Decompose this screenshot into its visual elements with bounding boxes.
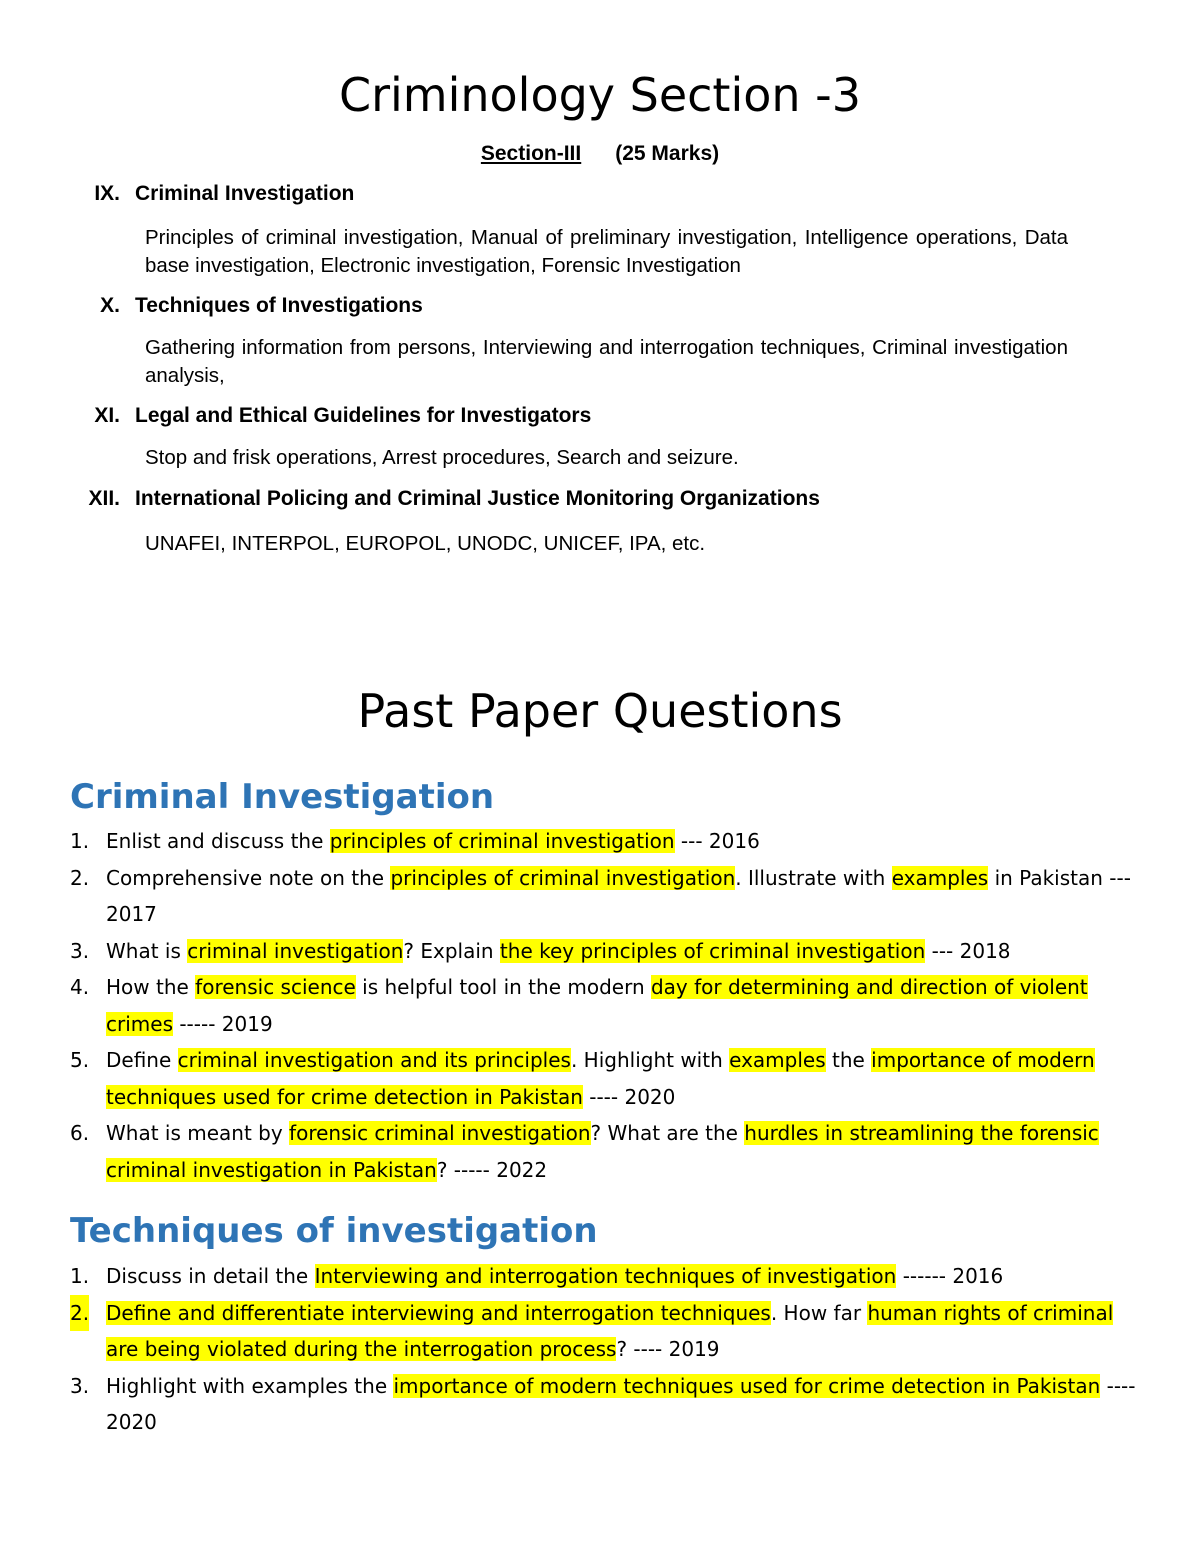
section-marks: (25 Marks) — [615, 142, 720, 165]
question-text: the — [825, 1048, 872, 1072]
question-text: ? What are the — [590, 1121, 745, 1145]
question-number: 1. — [70, 829, 90, 853]
criminal-investigation-heading: Criminal Investigation — [70, 777, 495, 817]
highlighted-text: forensic criminal investigation — [289, 1121, 591, 1145]
syllabus-description: Stop and frisk operations, Arrest procedures, Search and seizure. — [145, 446, 739, 469]
question-text: Define — [106, 1048, 178, 1072]
highlighted-text: examples — [891, 865, 989, 890]
syllabus-number: XI. — [94, 404, 120, 427]
question-number: 6. — [70, 1121, 90, 1145]
question-text: ---- 2020 — [582, 1084, 676, 1109]
question-text: --- 2016 — [674, 829, 760, 853]
highlighted-text: hurdles in streamlining the forensic criminal investigation in Pakistan — [106, 1121, 1099, 1182]
syllabus-number: IX. — [94, 182, 120, 205]
question-text: . Illustrate with — [735, 865, 892, 890]
techniques-heading: Techniques of investigation — [70, 1211, 598, 1251]
syllabus-description: Principles of criminal investigation, Manual of preliminary investigation, Intelligence operations, Data base investigation, Electronic investigation, Forensic Investigation — [145, 226, 1068, 277]
highlighted-text: examples — [729, 1048, 826, 1072]
syllabus-description: Gathering information from persons, Interviewing and interrogation techniques, Criminal investigation analysis, — [145, 336, 1068, 387]
question-number: 3. — [70, 1373, 90, 1398]
highlighted-text: forensic science — [195, 975, 356, 999]
highlighted-text: criminal investigation and its principles — [177, 1048, 571, 1072]
highlighted-text: criminal investigation — [187, 938, 404, 963]
question-item — [70, 823, 1140, 860]
question-number: 4. — [70, 975, 90, 999]
highlighted-text: principles of criminal investigation — [390, 865, 736, 890]
question-text: Enlist and discuss the — [106, 829, 330, 853]
techniques-questions — [70, 1258, 1140, 1441]
question-number: 5. — [70, 1048, 90, 1072]
highlighted-text: Define and differentiate interviewing and interrogation techniques — [106, 1300, 771, 1325]
question-text: ? ----- 2022 — [436, 1157, 548, 1182]
syllabus-number: XII. — [88, 487, 120, 510]
question-item — [70, 1368, 1140, 1441]
question-text: ? ---- 2019 — [616, 1337, 720, 1361]
highlighted-text: Interviewing and interrogation techniques of investigation — [314, 1264, 897, 1288]
question-text: . Highlight with — [570, 1048, 730, 1072]
syllabus-description: UNAFEI, INTERPOL, EUROPOL, UNODC, UNICEF, IPA, etc. — [145, 532, 706, 555]
highlighted-text: day for determining and direction of violent crimes — [106, 975, 1088, 1036]
highlighted-text: importance of modern techniques used for crime detection in Pakistan — [393, 1373, 1101, 1398]
highlighted-text: importance of modern techniques used for crime detection in Pakistan — [106, 1048, 1095, 1109]
question-item — [70, 1042, 1140, 1115]
highlighted-text: principles of criminal investigation — [329, 829, 675, 853]
question-item — [70, 1115, 1140, 1188]
question-number: 1. — [70, 1264, 90, 1288]
question-item — [70, 860, 1140, 933]
syllabus-title: Legal and Ethical Guidelines for Investigators — [135, 404, 592, 427]
question-number: 2. — [70, 865, 90, 890]
question-text: --- 2018 — [925, 938, 1011, 963]
question-item — [70, 933, 1140, 970]
question-text: ? Explain — [403, 938, 500, 963]
syllabus-title: Criminal Investigation — [135, 182, 355, 205]
syllabus-title: International Policing and Criminal Justice Monitoring Organizations — [135, 487, 820, 510]
page-title: Criminology Section -3 — [338, 68, 862, 122]
criminal-investigation-questions — [70, 823, 1140, 1188]
question-text: What is meant by — [106, 1121, 290, 1145]
question-text: Discuss in detail the — [106, 1264, 315, 1288]
question-number: 3. — [70, 938, 90, 963]
highlighted-text: human rights of criminal are being violated during the interrogation process — [106, 1300, 1114, 1361]
question-text: is helpful tool in the modern — [355, 975, 651, 999]
highlighted-text: the key principles of criminal investigation — [499, 938, 926, 963]
question-text: ---- 2020 — [106, 1373, 1136, 1434]
question-text: Highlight with examples the — [106, 1373, 394, 1398]
question-text: What is — [106, 938, 188, 963]
question-item — [70, 1258, 1140, 1295]
question-text: ----- 2019 — [172, 1011, 273, 1036]
question-text: How the — [106, 975, 196, 999]
past-paper-title: Past Paper Questions — [357, 684, 843, 738]
section-label: Section-III — [480, 142, 582, 165]
question-text: Comprehensive note on the — [106, 865, 391, 890]
question-text: in Pakistan --- 2017 — [106, 865, 1131, 926]
question-text: . How far — [770, 1300, 868, 1325]
syllabus-number: X. — [100, 294, 120, 317]
syllabus-title: Techniques of Investigations — [135, 294, 423, 317]
section-heading — [0, 142, 1200, 166]
question-item — [70, 969, 1140, 1042]
question-text: ------ 2016 — [896, 1264, 1004, 1288]
question-item — [70, 1295, 1140, 1368]
question-number: 2. — [70, 1295, 89, 1332]
